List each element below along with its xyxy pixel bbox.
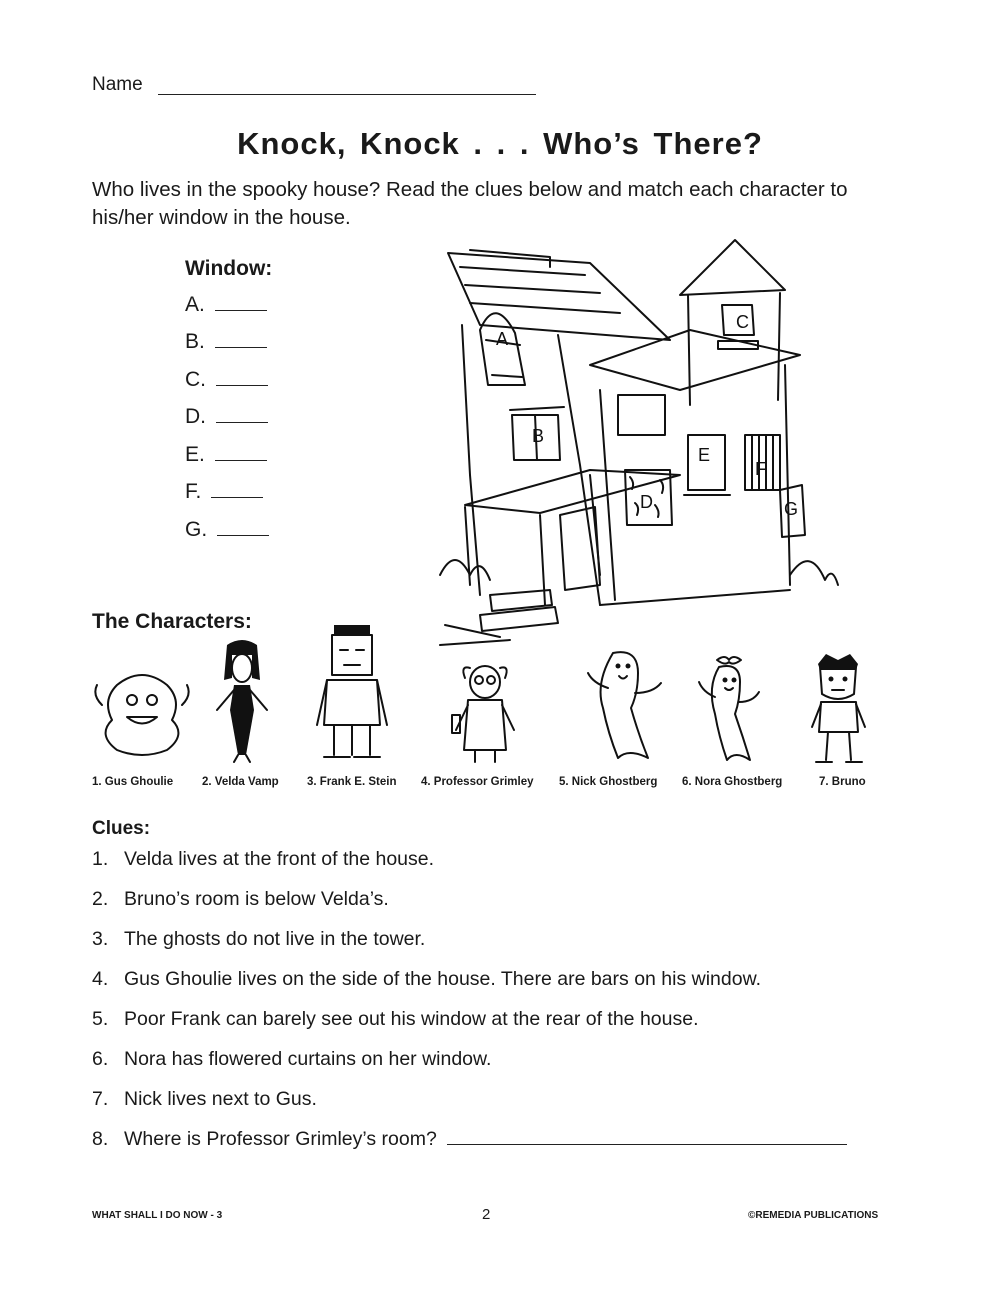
clue-number: 8. bbox=[92, 1128, 109, 1150]
name-label: Name bbox=[92, 74, 143, 95]
clue-item bbox=[92, 1048, 491, 1071]
clue-number: 3. bbox=[92, 928, 109, 950]
clue-item bbox=[92, 888, 389, 911]
window-answer-b[interactable] bbox=[185, 329, 267, 359]
house-window-label-a: A bbox=[496, 329, 509, 349]
clue-text: Gus Ghoulie lives on the side of the house. There are bars on his window. bbox=[124, 968, 762, 990]
clue-item bbox=[92, 1088, 317, 1111]
page-number: 2 bbox=[482, 1206, 491, 1223]
name-field-line[interactable] bbox=[158, 94, 536, 95]
character-label-5: 5. Nick Ghostberg bbox=[559, 776, 658, 788]
clue-text: Nora has flowered curtains on her window. bbox=[124, 1048, 492, 1070]
window-letter: B. bbox=[185, 330, 205, 353]
werewolf-boy-icon bbox=[806, 652, 871, 770]
house-window-label-e: E bbox=[698, 445, 711, 465]
window-answer-e[interactable] bbox=[185, 442, 267, 472]
page-title: Knock, Knock . . . Who’s There? bbox=[237, 126, 763, 161]
clues-heading: Clues: bbox=[92, 818, 151, 839]
character-label-7: 7. Bruno bbox=[819, 776, 866, 788]
window-letter: G. bbox=[185, 518, 208, 541]
window-letter: A. bbox=[185, 293, 205, 316]
window-answer-f[interactable] bbox=[185, 479, 263, 509]
clue-item bbox=[92, 928, 425, 951]
professor-icon bbox=[450, 660, 520, 765]
window-answer-d[interactable] bbox=[185, 404, 268, 434]
clue-number: 2. bbox=[92, 888, 109, 910]
character-label-3: 3. Frank E. Stein bbox=[307, 776, 397, 788]
clue-number: 6. bbox=[92, 1048, 109, 1070]
haunted-house-illustration bbox=[440, 245, 840, 645]
character-label-1: 1. Gus Ghoulie bbox=[92, 776, 174, 788]
answer-blank[interactable] bbox=[217, 517, 269, 536]
footer-copyright: ©REMEDIA PUBLICATIONS bbox=[748, 1210, 879, 1221]
answer-line[interactable] bbox=[447, 1128, 847, 1145]
clue-text: The ghosts do not live in the tower. bbox=[124, 928, 426, 950]
house-window-label-g: G bbox=[784, 499, 799, 519]
house-window-label-f: F bbox=[755, 459, 766, 479]
house-window-label-d: D bbox=[640, 492, 653, 512]
house-window-label-c: C bbox=[736, 312, 749, 332]
clue-text: Nick lives next to Gus. bbox=[124, 1088, 317, 1110]
intro-text: Who lives in the spooky house? Read the clues below and match each character to his/her window in the house. bbox=[92, 178, 848, 229]
answer-blank[interactable] bbox=[215, 442, 267, 461]
footer-book-title: WHAT SHALL I DO NOW - 3 bbox=[92, 1210, 223, 1221]
window-letter: D. bbox=[185, 405, 206, 428]
character-label-4: 4. Professor Grimley bbox=[421, 776, 534, 788]
answer-blank[interactable] bbox=[215, 292, 267, 311]
vampire-woman-icon bbox=[212, 640, 272, 765]
clue-number: 1. bbox=[92, 848, 109, 870]
clue-number: 5. bbox=[92, 1008, 109, 1030]
blob-monster-icon bbox=[92, 665, 192, 765]
clue-number: 4. bbox=[92, 968, 109, 990]
clue-number: 7. bbox=[92, 1088, 109, 1110]
clue-item bbox=[92, 1008, 699, 1031]
answer-blank[interactable] bbox=[216, 404, 268, 423]
house-window-label-b: B bbox=[532, 426, 545, 446]
window-letter: F. bbox=[185, 480, 202, 503]
window-answer-c[interactable] bbox=[185, 367, 268, 397]
window-letter: C. bbox=[185, 368, 206, 391]
answer-blank[interactable] bbox=[211, 479, 263, 498]
answer-blank[interactable] bbox=[215, 329, 267, 348]
ghost-with-bow-icon bbox=[695, 652, 765, 765]
clue-text: Bruno’s room is below Velda’s. bbox=[124, 888, 389, 910]
clue-text: Where is Professor Grimley’s room? bbox=[124, 1128, 437, 1150]
clue-item bbox=[92, 848, 434, 871]
clue-item bbox=[92, 968, 761, 991]
clue-item-question bbox=[92, 1128, 847, 1151]
clue-text: Velda lives at the front of the house. bbox=[124, 848, 435, 870]
window-heading: Window: bbox=[185, 257, 273, 280]
ghost-icon bbox=[583, 648, 668, 765]
window-answer-a[interactable] bbox=[185, 292, 267, 322]
window-answer-g[interactable] bbox=[185, 517, 269, 547]
answer-blank[interactable] bbox=[216, 367, 268, 386]
window-letter: E. bbox=[185, 443, 205, 466]
frankenstein-icon bbox=[312, 625, 392, 765]
clue-text: Poor Frank can barely see out his window at the rear of the house. bbox=[124, 1008, 699, 1030]
characters-heading: The Characters: bbox=[92, 610, 252, 633]
character-label-6: 6. Nora Ghostberg bbox=[682, 776, 783, 788]
character-label-2: 2. Velda Vamp bbox=[202, 776, 279, 788]
